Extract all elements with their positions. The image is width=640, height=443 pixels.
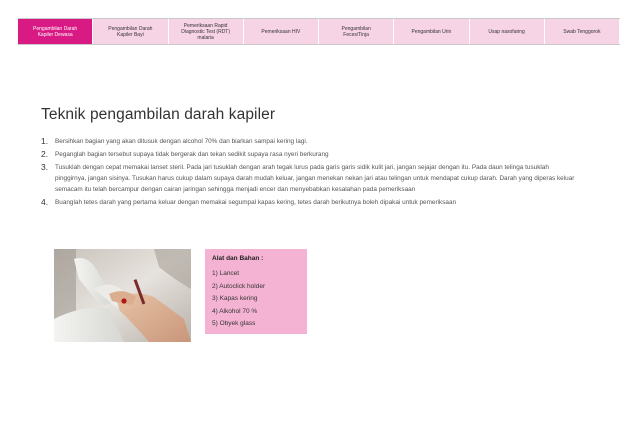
finger-prick-photo [54,249,191,342]
step-number: 1. [41,136,49,146]
step-text: Bersihkan bagian yang akan ditusuk dengan alcohol 70% dan biarkan sampai kering lagi. [55,138,308,145]
tool-item: 1) Lancet [212,270,240,277]
tab-kapiler-dewasa[interactable]: Pengambilan Darah Kapiler Dewasa [18,19,93,44]
steps-list [41,136,576,210]
step-text: Peganglah bagian tersebut supaya tidak bergerak dan tekan sedikit supaya rasa nyeri berkurang [55,151,329,158]
list-item [41,197,576,208]
tab-urin[interactable]: Pengambilan Urin [394,19,469,44]
list-item [41,162,576,195]
tools-panel [205,249,307,334]
tool-item: 3) Kapas kering [212,295,258,302]
page-title: Teknik pengambilan darah kapiler [41,106,276,123]
step-number: 2. [41,149,49,159]
list-item [41,149,576,160]
tab-tenggorok[interactable]: Swab Tenggorok [545,19,620,44]
tab-feces[interactable]: Pengambilan Feces/Tinja [319,19,394,44]
step-number: 3. [41,162,49,172]
tool-item: 5) Obyek glass [212,320,256,327]
tab-kapiler-bayi[interactable]: Pengambilan Darah Kapiler Bayi [93,19,168,44]
tool-item: 2) Autoclick holder [212,282,266,290]
tools-heading: Alat dan Bahan : [212,255,264,262]
step-text: Buanglah tetes darah yang pertama keluar dengan memakai segumpal kapas kering, tetes darah berikutnya boleh dipakai untuk pemeriksaan [55,199,457,206]
list-item [41,136,576,147]
tool-item: 4) Alkohol 70 % [212,307,258,315]
step-text: Tusuklah dengan cepat memakai lanset steril. Pada jari tusuklah dengan arah tegak lurus pada garis garis sidik kulit jari, jangan sejajar dengan itu. Pada daun telinga tusuklah pinggirnya, jangan sisinya. Tusukan harus cukup dalam supaya darah mudah keluar, jangan menekan nekan jari atau telingan untuk mendapat cukup darah. Darah yang diperas keluar semacam itu telah bercampur dengan cairan jaringan sehingga menjadi encer dan menyebabkan kesalahan pada pemeriksaan [55,164,575,193]
step-number: 4. [41,197,49,207]
top-nav-tabs [18,18,620,45]
tab-rdt-malaria[interactable]: Pemeriksaan Rapid Diagnostic Test (RDT) malaria [169,19,244,44]
tab-hiv[interactable]: Pemeriksaan HIV [244,19,319,44]
tab-nasofaring[interactable]: Usap nasofaring [470,19,545,44]
